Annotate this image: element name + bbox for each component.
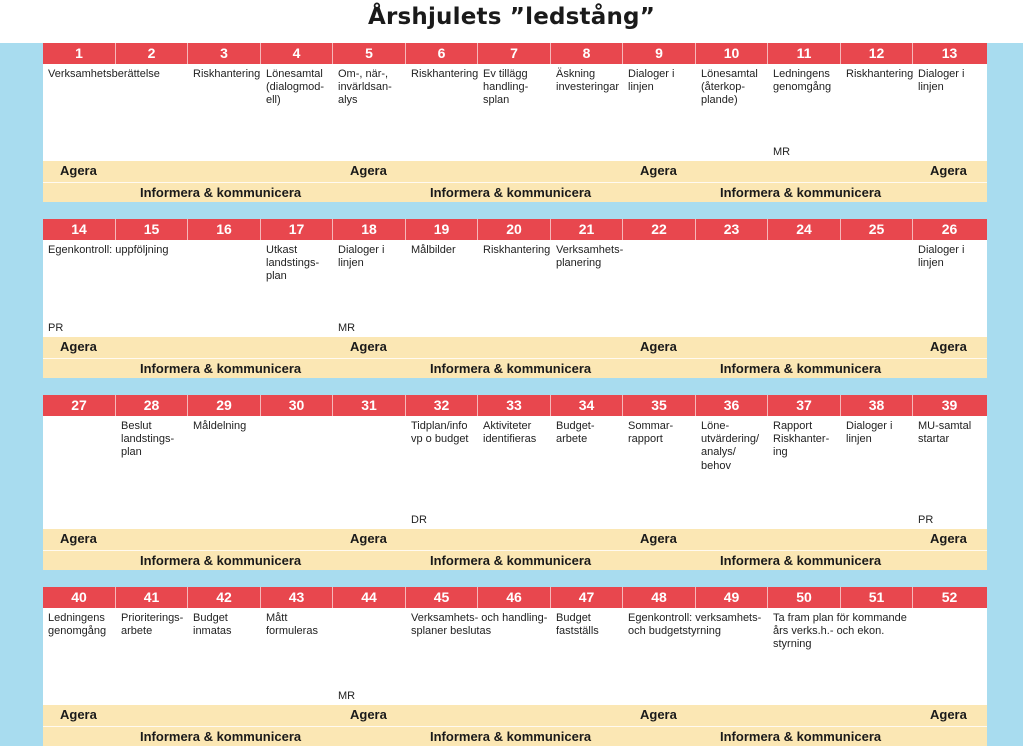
week-number: 6 [406,43,478,64]
agera-label: Agera [930,707,967,722]
activity-entry: Dialoger i linjen [338,244,385,270]
activity-entry: Om-, när-, invärldsan- alys [338,68,392,107]
week-header [43,219,987,240]
informera-label: Informera & kommunicera [720,729,882,744]
agera-label: Agera [60,531,97,546]
activity-entry: Budget fastställs [556,612,599,638]
activity-entry: Riskhantering [846,68,914,80]
agera-label: Agera [350,163,387,178]
week-number: 31 [333,395,406,416]
week-header [43,43,987,64]
week-number: 21 [551,219,623,240]
week-number: 52 [941,589,958,605]
week-number: 46 [478,587,551,608]
week-number: 12 [841,43,913,64]
informera-label: Informera & kommunicera [140,729,302,744]
activity-entry: Mått formuleras [266,612,318,638]
page-title: Årshjulets ”ledstång” [367,4,656,30]
agera-label: Agera [930,531,967,546]
week-number: 23 [696,219,768,240]
activity-entry: Egenkontroll: uppföljning [48,244,169,256]
activity-entry: Ledningens genomgång [773,68,832,94]
informera-label: Informera & kommunicera [720,361,882,376]
activity-entry: Lönesamtal (återkop- plande) [701,68,758,107]
week-number: 33 [478,395,551,416]
activity-entry: Lönesamtal (dialogmod- ell) [266,68,325,107]
activity-entry: Rapport Riskhanter- ing [773,420,830,459]
activity-entry: Dialoger i linjen [846,420,893,446]
week-number: 25 [841,219,913,240]
quarter-block [43,587,987,746]
activity-entry: Verksamhetsberättelse [48,68,160,80]
activity-tag: MR [338,690,356,702]
activity-entry: Aktiviteter identifieras [483,420,537,446]
week-number: 10 [696,43,768,64]
agera-label: Agera [60,339,97,354]
week-number: 2 [116,43,188,64]
activity-entry: Utkast landstings- plan [266,244,320,283]
agera-label: Agera [60,163,97,178]
week-number: 44 [333,587,406,608]
activity-entry: Budget- arbete [556,420,595,446]
informera-label: Informera & kommunicera [430,185,592,200]
week-number: 1 [43,43,116,64]
informera-label: Informera & kommunicera [140,185,302,200]
week-number: 47 [551,587,623,608]
agera-label: Agera [350,707,387,722]
activity-tag: DR [411,514,427,526]
week-number: 34 [551,395,623,416]
week-content [43,64,987,161]
week-number: 37 [768,395,841,416]
activity-entry: Äskning investeringar [556,68,619,94]
week-number: 27 [43,395,116,416]
informera-label: Informera & kommunicera [720,185,882,200]
activity-entry: Sommar- rapport [628,420,674,446]
week-number: 13 [941,45,958,61]
activity-entry: Prioriterings- arbete [121,612,184,638]
activity-entry: Dialoger i linjen [918,244,965,270]
week-number: 7 [478,43,551,64]
activity-entry: Ledningens genomgång [48,612,107,638]
week-number: 35 [623,395,696,416]
week-number: 8 [551,43,623,64]
activity-entry: Verksamhets- planering [556,244,624,270]
agera-label: Agera [930,339,967,354]
informera-label: Informera & kommunicera [430,729,592,744]
week-number: 32 [406,395,478,416]
activity-entry: Tidplan/info vp o budget [411,420,469,446]
activity-entry: MU-samtal startar [918,420,972,446]
activity-entry: Måldelning [193,420,247,432]
informera-label: Informera & kommunicera [140,553,302,568]
week-content [43,240,987,337]
week-number: 49 [696,587,768,608]
activity-tag: MR [338,322,356,334]
week-header [43,395,987,416]
week-number: 30 [261,395,333,416]
agera-label: Agera [350,339,387,354]
informera-label: Informera & kommunicera [430,361,592,376]
week-number: 50 [768,587,841,608]
activity-tag: MR [773,146,791,158]
week-content [43,608,987,705]
week-number: 22 [623,219,696,240]
activity-entry: Riskhantering [193,68,261,80]
week-number: 3 [188,43,261,64]
week-number: 24 [768,219,841,240]
activity-entry: Budget inmatas [193,612,232,638]
agera-label: Agera [930,163,967,178]
informera-label: Informera & kommunicera [140,361,302,376]
week-number: 36 [696,395,768,416]
informera-label: Informera & kommunicera [430,553,592,568]
activity-entry: Löne- utvärdering/ analys/ behov [701,420,760,472]
week-number: 4 [261,43,333,64]
week-number: 16 [188,219,261,240]
quarter-block [43,219,987,378]
agera-label: Agera [350,531,387,546]
agera-label: Agera [60,707,97,722]
activity-entry: Målbilder [411,244,456,256]
informera-row [43,726,987,746]
week-number: 26 [941,221,958,237]
week-number: 15 [116,219,188,240]
week-number: 48 [623,587,696,608]
agera-row [43,161,987,182]
week-number: 19 [406,219,478,240]
informera-row [43,358,987,378]
week-number: 42 [188,587,261,608]
week-number: 29 [188,395,261,416]
week-number: 45 [406,587,478,608]
activity-tag: PR [48,322,64,334]
week-number: 28 [116,395,188,416]
activity-entry: Verksamhets- och handling- splaner beslutas [411,612,548,638]
activity-tag: PR [918,514,934,526]
activity-entry: Riskhantering [411,68,479,80]
quarter-block [43,395,987,570]
informera-row [43,182,987,202]
activity-entry: Ta fram plan för kommande års verks.h.- och ekon. styrning [773,612,907,651]
week-number: 41 [116,587,188,608]
activity-entry: Beslut landstings- plan [121,420,175,459]
agera-row [43,705,987,726]
activity-entry: Dialoger i linjen [628,68,675,94]
week-number: 40 [43,587,116,608]
week-number: 39 [941,397,958,413]
week-number: 17 [261,219,333,240]
week-number: 20 [478,219,551,240]
informera-label: Informera & kommunicera [720,553,882,568]
quarter-block [43,43,987,202]
week-number: 14 [43,219,116,240]
activity-entry: Riskhantering [483,244,551,256]
week-number: 51 [841,587,913,608]
activity-entry: Egenkontroll: verksamhets- och budgetstyrning [628,612,762,638]
agera-label: Agera [640,339,677,354]
informera-row [43,550,987,570]
activity-entry: Dialoger i linjen [918,68,965,94]
activity-entry: Ev tillägg handling- splan [483,68,529,107]
agera-row [43,337,987,358]
week-number: 43 [261,587,333,608]
week-number: 11 [768,43,841,64]
week-header [43,587,987,608]
week-content [43,416,987,529]
agera-row [43,529,987,550]
week-number: 38 [841,395,913,416]
week-number: 18 [333,219,406,240]
week-number: 5 [333,43,406,64]
agera-label: Agera [640,163,677,178]
agera-label: Agera [640,531,677,546]
week-number: 9 [623,43,696,64]
agera-label: Agera [640,707,677,722]
